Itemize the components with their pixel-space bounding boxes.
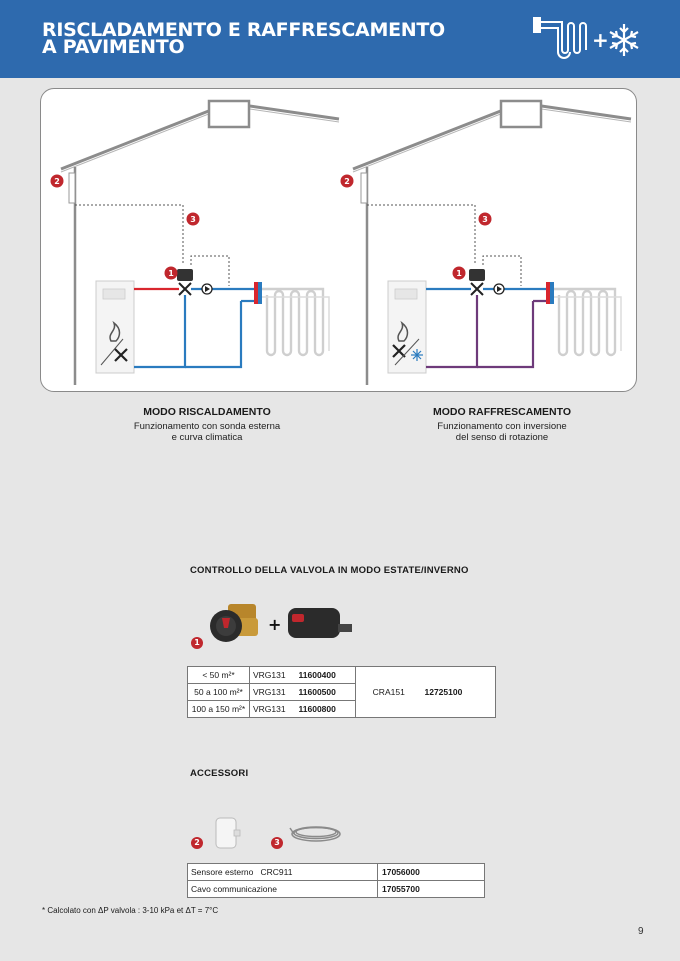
floor-coil-heating: [262, 289, 323, 355]
code-cell: 11600500: [296, 684, 356, 701]
actuator-code-cell: 12725100: [422, 667, 496, 718]
heating-mode-caption: [97, 406, 317, 443]
table-row: [188, 864, 485, 881]
page-number: 9: [638, 926, 644, 937]
title-line-2: A PAVIMENTO: [42, 36, 185, 58]
accessories-table: [187, 863, 485, 898]
range-cell: 100 a 150 m²*: [188, 701, 250, 718]
cooling-mode-desc-2: del senso di rotazione: [455, 432, 549, 443]
outdoor-sensor-heating: [69, 173, 75, 203]
header-plus: +: [592, 28, 609, 52]
table-row: [188, 667, 496, 684]
heating-mode-desc-1: Funzionamento con sonda esterna: [133, 421, 281, 432]
diagram-badge-2-cooling: 2: [344, 177, 350, 186]
installation-diagram: [41, 89, 637, 392]
code-cell: 11600400: [296, 667, 356, 684]
mixing-valve-heating: [177, 269, 193, 295]
valve-actuator-products: [188, 598, 358, 650]
diagram-badge-3-cooling: 3: [482, 215, 488, 224]
house-cooling: [353, 101, 631, 385]
diagram-badge-1-heating: 1: [168, 269, 174, 278]
cooling-mode-desc-1: Funzionamento con inversione: [437, 421, 567, 432]
accessory-code-cell: 17055700: [378, 881, 485, 898]
accessory-name-cell: Cavo communicazione: [188, 881, 378, 898]
footnote: * Calcolato con ΔP valvola : 3-10 kPa et ΔT = 7°C: [42, 906, 219, 915]
valve-table: [187, 666, 496, 718]
diagram-badge-3-heating: 3: [190, 215, 196, 224]
code-cell: 11600800: [296, 701, 356, 718]
floor-coil-cooling: [554, 289, 615, 355]
installation-diagram-panel: [40, 88, 637, 392]
accessory-code-cell: 17056000: [378, 864, 485, 881]
accessory-name: Sensore esterno: [191, 867, 254, 877]
accessory-name-cell: [188, 864, 378, 881]
snowflake-icon: [610, 24, 638, 56]
mixing-valve-cooling: [469, 269, 485, 295]
header-icon-group: [530, 14, 642, 64]
accessory-model: CRC911: [260, 867, 293, 877]
accessory-badge-2: 2: [191, 837, 203, 849]
title-line-1: RISCLADAMENTO E RAFFRESCAMENTO: [42, 19, 445, 41]
heating-mode-desc-2: e curva climatica: [171, 432, 243, 443]
page-title: [42, 19, 445, 58]
cooling-mode-title: MODO RAFFRESCAMENTO: [432, 406, 572, 418]
actuator-product-image: [288, 608, 352, 638]
table-row: [188, 881, 485, 898]
model-cell: VRG131: [250, 684, 296, 701]
control-badge-1: 1: [191, 637, 203, 649]
range-cell: < 50 m²*: [188, 667, 250, 684]
page-header: [0, 0, 680, 78]
range-cell: 50 a 100 m²*: [188, 684, 250, 701]
products-plus: +: [268, 615, 282, 634]
outdoor-sensor-product-image: [216, 818, 240, 848]
accessories-section-title: ACCESSORI: [190, 768, 249, 779]
house-heating: [61, 101, 339, 385]
control-section-title: CONTROLLO DELLA VALVOLA IN MODO ESTATE/INVERNO: [190, 565, 469, 576]
actuator-model-cell: CRA151: [356, 667, 422, 718]
communication-cable-product-image: [290, 827, 340, 841]
model-cell: VRG131: [250, 667, 296, 684]
model-cell: VRG131: [250, 701, 296, 718]
outdoor-sensor-cooling: [361, 173, 367, 203]
mixing-valve-product-image: [210, 604, 258, 642]
heating-mode-title: MODO RISCALDAMENTO: [143, 406, 271, 418]
diagram-badge-2-heating: 2: [54, 177, 60, 186]
cooling-mode-caption: [392, 406, 612, 443]
underfloor-pipe-icon: [534, 18, 586, 58]
accessory-badge-3: 3: [271, 837, 283, 849]
diagram-badge-1-cooling: 1: [456, 269, 462, 278]
